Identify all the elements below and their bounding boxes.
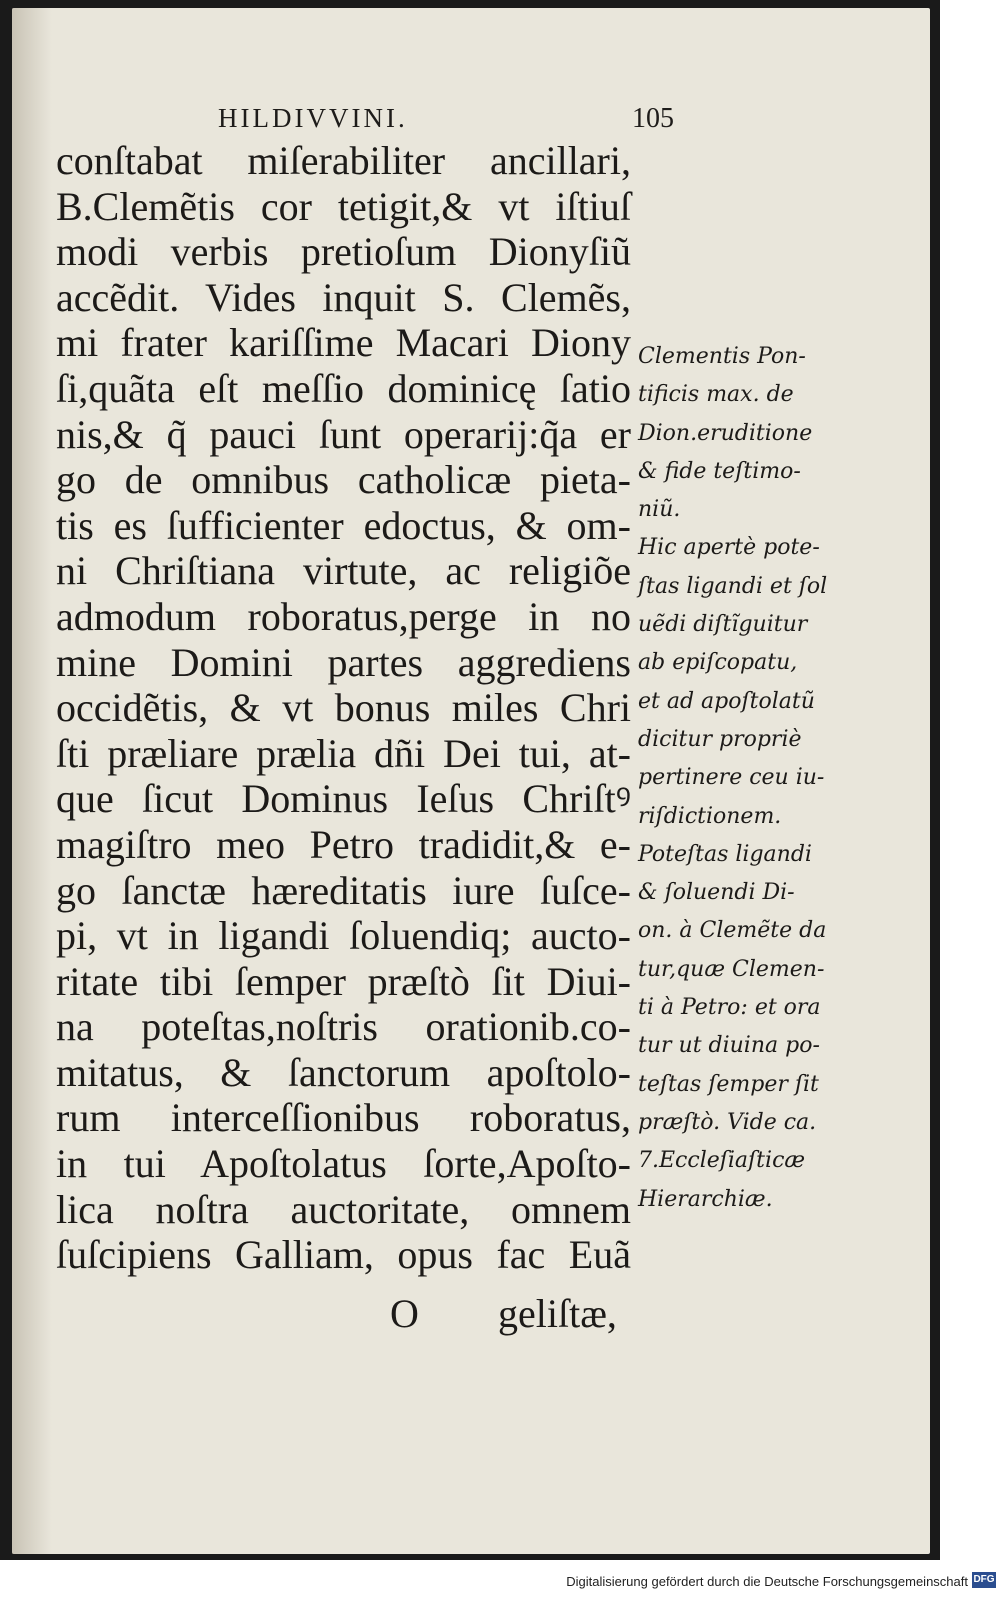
text-line: ſuſcipiens Galliam, opus fac Euã: [56, 1232, 631, 1278]
text-line: mi frater kariſſime Macari Diony: [56, 320, 631, 366]
margin-note-line: dicitur propriè: [638, 726, 802, 752]
text-line: accẽdit. Vides inquit S. Clemẽs,: [56, 274, 631, 320]
text-line: lica noſtra auctoritate, omnem: [56, 1186, 631, 1232]
text-line: ni Chriſtiana virtute, ac religiõe: [56, 548, 631, 594]
margin-note-line: uẽdi diſtĩguitur: [638, 612, 808, 638]
text-line: ritate tibi ſemper præſtò ſit Diui-: [56, 958, 631, 1004]
margin-note-line: præſtò. Vide ca.: [638, 1109, 817, 1135]
text-line: rum interceſſionibus roboratus,: [56, 1095, 631, 1141]
digitization-credit: Digitalisierung gefördert durch die Deutsche Forschungsgemeinschaft: [566, 1574, 968, 1589]
text-line: na poteſtas,noſtris orationib.co-: [56, 1004, 631, 1050]
margin-note-line: ſtas ligandi et ſol: [638, 573, 828, 599]
margin-note-line: tur,quæ Clemen-: [638, 956, 825, 982]
text-line: conſtabat miſerabiliter ancillari,: [56, 138, 631, 183]
margin-note-line: Dion.eruditione: [638, 420, 813, 446]
margin-note-line: niũ.: [638, 497, 681, 523]
margin-note-line: tur ut diuina po-: [638, 1033, 820, 1059]
text-line: mitatus, & ſanctorum apoſtolo-: [56, 1049, 631, 1095]
text-line: modi verbis pretioſum Dionyſiũ: [56, 229, 631, 275]
text-line: tis es ſufficienter edoctus, & om-: [56, 502, 631, 548]
gutter-shadow: [12, 8, 52, 1554]
marginal-notes: [638, 338, 848, 1219]
text-line: go ſanctæ hæreditatis iure ſuſce-: [56, 867, 631, 913]
text-line: B.Clemẽtis cor tetigit,& vt iſtiuſ: [56, 183, 631, 229]
dfg-logo: DFG: [972, 1572, 996, 1588]
margin-note-line: on. à Clemẽte da: [638, 918, 827, 944]
catchword: geliſtæ,: [498, 1291, 617, 1336]
text-line: ſti præliare prælia dñi Dei tui, at-: [56, 730, 631, 776]
text-line: magiſtro meo Petro tradidit,& e-: [56, 821, 631, 867]
margin-note-line: & fide teſtimo-: [638, 458, 801, 484]
text-line: ſi,quãta eſt meſſio dominicę ſatio: [56, 365, 631, 411]
text-line: mine Domini partes aggrediens: [56, 639, 631, 685]
text-line: que ſicut Dominus Ieſus Chriſtꝰ: [56, 776, 631, 822]
margin-note-line: teſtas ſemper ſit: [638, 1071, 819, 1097]
text-line: admodum roboratus,perge in no: [56, 593, 631, 639]
margin-note-line: Clementis Pon-: [638, 344, 806, 369]
margin-note-line: ti à Petro: et ora: [638, 995, 821, 1021]
margin-note-line: pertinere ceu iu-: [638, 765, 825, 791]
margin-note-line: Hierarchiæ.: [638, 1186, 773, 1212]
margin-note-line: et ad apoſtolatũ: [638, 688, 815, 714]
text-line: nis,& q̃ pauci ſunt operarij:q̃a er: [56, 411, 631, 457]
page-number: 105: [632, 103, 674, 134]
margin-note-line: 7.Eccleſiaſticæ: [638, 1148, 806, 1174]
margin-note-line: Hic apertè pote-: [638, 535, 820, 561]
text-line: pi, vt in ligandi ſoluendiq; aucto-: [56, 913, 631, 959]
signature-mark: O: [390, 1291, 419, 1336]
text-line: go de omnibus catholicæ pieta-: [56, 457, 631, 503]
main-text-block: [56, 138, 631, 1278]
margin-note-line: riſdictionem.: [638, 803, 782, 829]
text-line: occidẽtis, & vt bonus miles Chri: [56, 685, 631, 731]
margin-note-line: Poteſtas ligandi: [638, 841, 812, 867]
margin-note-line: tificis max. de: [638, 382, 794, 408]
running-head: HILDIVVINI.: [218, 103, 408, 133]
margin-note-line: ab epiſcopatu,: [638, 650, 798, 676]
margin-note-line: & ſoluendi Di-: [638, 880, 795, 906]
text-line: in tui Apoſtolatus ſorte,Apoſto-: [56, 1141, 631, 1187]
